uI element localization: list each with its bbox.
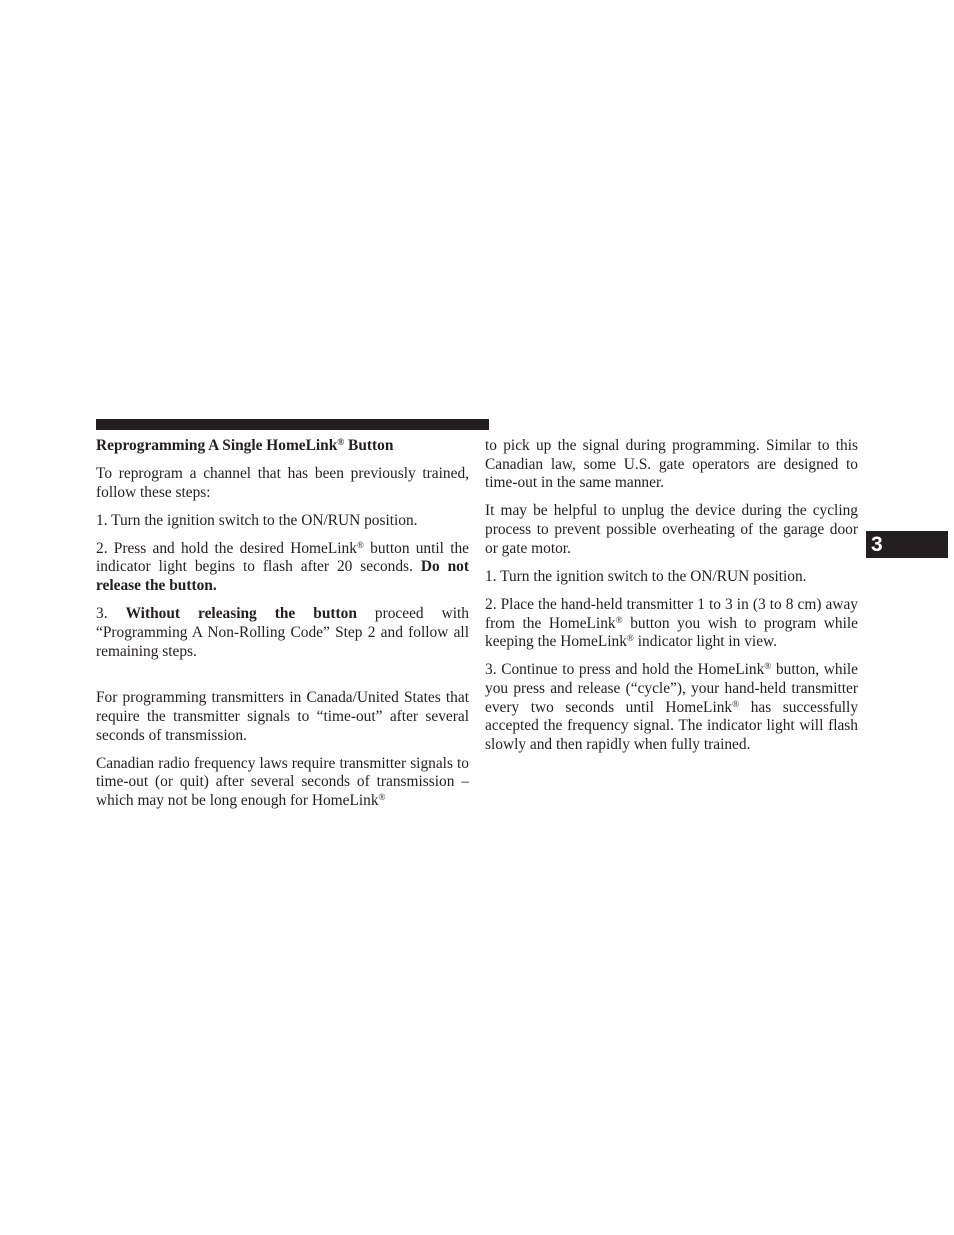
canada-paragraph-1: For programming transmitters in Canada/United States that require the transmitter signals to “time-out” after several seconds of transmission.: [96, 689, 469, 744]
canada-paragraph-2: Canadian radio frequency laws require transmitter signals to time-out (or quit) after several seconds of transmission – which may not be long enough for HomeLink®: [96, 754, 469, 810]
canada-step-3: 3. Continue to press and hold the HomeLink® button, while you press and release (“cycle”), your hand-held transmitter every two seconds until HomeLink® has successfully accepted the frequency signal. The indicator light will flash slowly and then rapidly when fully trained.: [485, 661, 859, 754]
canada-step-1: 1. Turn the ignition switch to the ON/RUN position.: [485, 567, 807, 585]
spacer: [96, 671, 469, 690]
right-column: [485, 437, 858, 764]
intro-paragraph: To reprogram a channel that has been previously trained, follow these steps:: [96, 465, 469, 501]
left-column: [96, 437, 469, 820]
continued-paragraph: to pick up the signal during programming. Similar to this Canadian law, some U.S. gate operators are designed to time-out in the same manner.: [485, 437, 858, 492]
section-rule: [96, 419, 489, 430]
chapter-tab: 3: [866, 531, 948, 558]
step-3: 3. Without releasing the button proceed with “Programming A Non-Rolling Code” Step 2 and follow all remaining steps.: [96, 605, 470, 660]
section-heading: Reprogramming A Single HomeLink® Button: [96, 436, 394, 454]
step-1: 1. Turn the ignition switch to the ON/RUN position.: [96, 511, 418, 529]
step-2: 2. Press and hold the desired HomeLink® button until the indicator light begins to flash after 20 seconds. Do not release the button.: [96, 539, 469, 595]
unplug-paragraph: It may be helpful to unplug the device during the cycling process to prevent possible overheating of the garage door or gate motor.: [485, 502, 858, 557]
canada-step-2: 2. Place the hand-held transmitter 1 to 3 in (3 to 8 cm) away from the HomeLink® button you wish to program while keeping the HomeLink® indicator light in view.: [485, 595, 858, 651]
